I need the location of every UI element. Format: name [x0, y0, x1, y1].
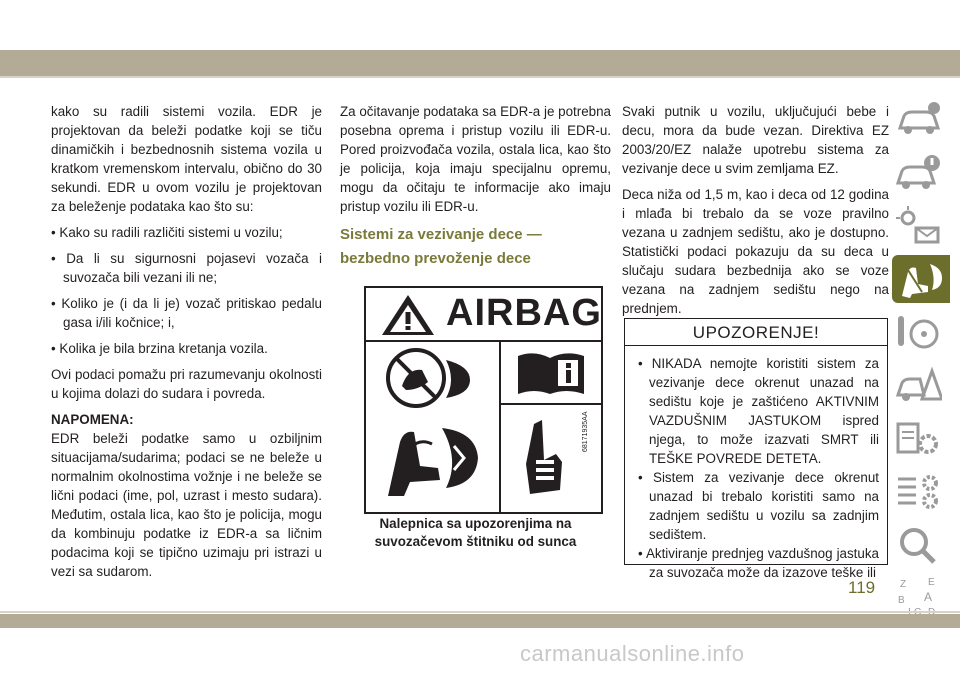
footer-rule — [0, 611, 960, 613]
body-paragraph: Ovi podaci pomažu pri razumevanju okolnosti u kojima dolazi do sudara i povreda. — [51, 367, 322, 401]
note-text: EDR beleži podatke samo u ozbiljnim situacijama/sudarima; podaci se ne beleže u normalnim okolnostima vožnje i ne beleže se lični podaci (ime, pol, uzrast i mesto sudara). Međutim, ostala lica, kao što je policija, mogu da kombinuju podatke iz EDR-a sa ličnim podacima koji se tipično uzimaju pri istrazi u vezi sa sudarom. — [51, 431, 322, 579]
tab-car-warning[interactable] — [892, 149, 944, 197]
seat-belt-airbag-icon — [896, 258, 946, 300]
caption-line: Nalepnica sa upozorenjima na — [379, 516, 572, 531]
tab-search[interactable] — [892, 520, 944, 568]
top-margin — [0, 0, 960, 50]
list-item: • Da li su sigurnosni pojasevi vozača i suvozača bili vezani ili ne; — [51, 251, 322, 285]
child-age-icon — [516, 414, 576, 506]
list-item: • Kolika je bila brzina kretanja vozila. — [51, 341, 268, 356]
maintenance-gear-icon — [894, 418, 942, 458]
warning-item: • NIKADA nemojte koristiti sistem za vezivanje dece okrenut unazad na sedištu koje je zaštićeno AKTIVNIM VAZDUŠNIM JASTUKOM ispred njega, to može izazvati SMRT ili TEŠKE POVREDE DETETA. — [638, 356, 879, 466]
page-number: 119 — [848, 578, 876, 597]
index-letter: Z — [900, 579, 907, 590]
label-part-number: 68171935AA — [582, 411, 589, 452]
no-rear-facing-seat-icon — [382, 346, 486, 410]
header-band — [0, 50, 960, 76]
search-icon — [894, 524, 942, 564]
read-manual-icon — [514, 348, 588, 398]
label-header — [366, 288, 601, 342]
footer-band — [0, 614, 960, 628]
list-item: • Kako su radili različiti sistemi u vozilu; — [51, 225, 283, 240]
tab-car-info[interactable] — [892, 96, 944, 144]
list-item: • Koliko je (i da li je) vozač pritiskao pedalu gasa i/ili kočnice; i, — [51, 296, 322, 330]
column-3 — [622, 102, 889, 325]
body-paragraph: Svaki putnik u vozilu, uključujući bebe i decu, mora da bude vezan. Direktiva EZ 2003/20/EZ nalaže upotrebu sistema za vezivanje dece u svim zemljama EZ. — [622, 104, 889, 176]
index-letter: E — [928, 577, 935, 588]
caption-line: suvozačevom štitniku od sunca — [374, 534, 577, 549]
section-heading — [340, 223, 611, 271]
car-warning-icon — [894, 153, 942, 193]
tab-roadside-warning[interactable] — [892, 361, 944, 409]
car-info-icon — [894, 100, 942, 140]
body-paragraph: Deca niža od 1,5 m, kao i deca od 12 godina i mlađa bi trebalo da se voze pravilno vezana u zadnjem sedištu, ako je dostupno. Statistički podaci pokazuju da su deca u slučaju sudara bezbednija ako se voze vezana na zadnjem sedištu nego na prednjem. — [622, 187, 889, 316]
figure-caption — [340, 515, 611, 551]
key-steering-icon — [894, 312, 942, 352]
warning-body — [625, 346, 887, 582]
body-paragraph: Za očitavanje podataka sa EDR-a je potrebna posebna oprema i pristup vozilu ili EDR-u. Pored proizvođača vozila, ostala lica, kao što je policija, koja imaju specijalnu opremu, mogu da očitaju te informacije ako imaju pristup vozilu ili EDR-u. — [340, 104, 611, 214]
index-letter: B — [898, 595, 905, 606]
seat-airbag-icon — [380, 418, 492, 502]
column-2 — [340, 102, 611, 271]
roadside-warning-icon — [894, 365, 942, 405]
tab-dashboard-lights[interactable] — [892, 202, 944, 250]
specifications-gear-icon — [894, 471, 942, 511]
airbag-warning-label — [364, 286, 603, 514]
header-rule — [0, 76, 960, 78]
section-heading-line: Sistemi za vezivanje dece — — [340, 226, 542, 243]
warning-box — [624, 318, 888, 580]
label-title: AIRBAG — [446, 292, 602, 334]
watermark: carmanualsonline.info — [520, 641, 745, 666]
warning-triangle-icon — [380, 293, 436, 337]
dashboard-lights-icon — [894, 206, 942, 246]
chapter-tabs — [892, 96, 950, 626]
warning-item: • Aktiviranje prednjeg vazdušnog jastuka za suvozača može da izazove teške ili — [638, 546, 879, 580]
tab-specifications[interactable] — [892, 467, 944, 515]
tab-maintenance[interactable] — [892, 414, 944, 462]
warning-item: • Sistem za vezivanje dece okrenut unazad bi trebalo koristiti samo na zadnjem sedištu u vozilu sa zadnjim sedištem. — [638, 470, 879, 542]
column-1 — [51, 102, 322, 588]
body-paragraph: kako su radili sistemi vozila. EDR je projektovan da beleži podatke koji se tiču dinamičkih i bezbednosnih sistema vozila u kratkom vremenskom intervalu, obično do 30 sekundi. EDR u ovom vozilu je projektovan za beleženje podataka kao što su: — [51, 104, 322, 214]
warning-title: UPOZORENJE! — [625, 319, 887, 346]
note-heading: NAPOMENA: — [51, 412, 134, 427]
label-pictograms — [366, 342, 601, 512]
section-heading-line: bezbedno prevoženje dece — [340, 250, 531, 267]
index-letter: A — [924, 590, 933, 604]
tab-key-steering[interactable] — [892, 308, 944, 356]
tab-seat-belt-airbag[interactable] — [892, 255, 950, 303]
